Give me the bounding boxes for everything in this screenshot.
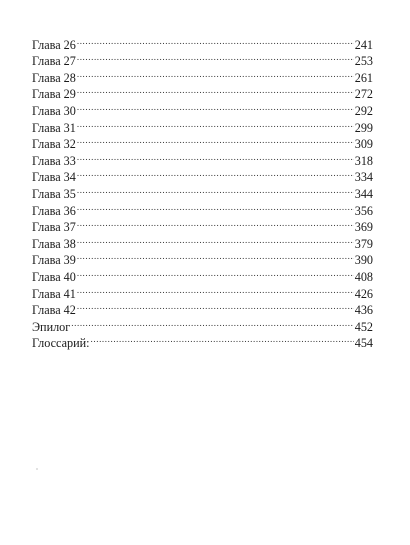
- toc-entry-title: Глава 40: [32, 269, 76, 284]
- toc-entry-title: Глава 26: [32, 37, 76, 52]
- toc-entry-page-number: 344: [354, 186, 373, 201]
- toc-entry-title: Глава 36: [32, 203, 76, 218]
- toc-entry-chapter-38: [32, 231, 373, 251]
- dot-leader: [77, 49, 354, 66]
- dot-leader: [77, 281, 354, 298]
- toc-entry-chapter-31: [32, 115, 373, 135]
- dot-leader: [77, 215, 354, 232]
- dot-leader: [77, 248, 354, 265]
- toc-entry-title: Глава 29: [32, 87, 76, 102]
- toc-entry-chapter-32: [32, 132, 373, 152]
- toc-entry-title: Глава 32: [32, 137, 76, 152]
- toc-entry-chapter-37: [32, 215, 373, 235]
- toc-entry-page-number: 369: [354, 220, 373, 235]
- toc-entry-page-number: 452: [354, 319, 373, 334]
- toc-entry-page-number: 261: [354, 70, 373, 85]
- toc-entry-page-number: 379: [354, 236, 373, 251]
- toc-entry-title: Глава 31: [32, 120, 76, 135]
- toc-entry-chapter-36: [32, 198, 373, 218]
- toc-entry-title: Глава 27: [32, 54, 76, 69]
- toc-entry-page-number: 436: [354, 303, 373, 318]
- toc-entry-title: Эпилог: [32, 319, 71, 334]
- toc-entry-page-number: 253: [354, 54, 373, 69]
- toc-entry-chapter-35: [32, 181, 373, 201]
- toc-entry-title: Глава 34: [32, 170, 76, 185]
- toc-entry-page-number: 309: [354, 137, 373, 152]
- dot-leader: [77, 148, 354, 165]
- toc-entry-chapter-26: [32, 32, 373, 52]
- toc-entry-chapter-34: [32, 165, 373, 185]
- dot-leader: [77, 165, 354, 182]
- dot-leader: [77, 264, 354, 281]
- toc-entry-page-number: 272: [354, 87, 373, 102]
- toc-entry-page-number: 356: [354, 203, 373, 218]
- toc-entry-title: Глава 28: [32, 70, 76, 85]
- dot-leader: [77, 98, 354, 115]
- dot-leader: [77, 65, 354, 82]
- toc-entry-chapter-42: [32, 298, 373, 318]
- toc-entry-epilogue: [32, 314, 373, 334]
- dot-leader: [77, 231, 354, 248]
- toc-entry-chapter-27: [32, 49, 373, 69]
- dot-leader: [77, 32, 354, 49]
- dot-leader: [71, 314, 353, 331]
- dot-leader: [77, 115, 354, 132]
- toc-entry-page-number: 408: [354, 269, 373, 284]
- toc-entry-page-number: 390: [354, 253, 373, 268]
- dot-leader: [77, 132, 354, 149]
- toc-entry-page-number: 241: [354, 37, 373, 52]
- toc-entry-glossary: [32, 331, 373, 351]
- toc-entry-page-number: 292: [354, 103, 373, 118]
- toc-entry-title: Глава 39: [32, 253, 76, 268]
- toc-entry-title: Глава 33: [32, 153, 76, 168]
- toc-entry-chapter-29: [32, 82, 373, 102]
- toc-entry-title: Глава 35: [32, 186, 76, 201]
- toc-entry-chapter-30: [32, 98, 373, 118]
- dot-leader: [77, 198, 354, 215]
- toc-entry-chapter-33: [32, 148, 373, 168]
- toc-entry-page-number: 318: [354, 153, 373, 168]
- dot-leader: [77, 181, 354, 198]
- dot-leader: [91, 331, 354, 348]
- toc-entry-title: Глава 42: [32, 303, 76, 318]
- toc-entry-title: Глава 41: [32, 286, 76, 301]
- toc-entry-title: Глава 30: [32, 103, 76, 118]
- toc-entry-chapter-39: [32, 248, 373, 268]
- toc-entry-page-number: 426: [354, 286, 373, 301]
- dot-leader: [77, 82, 354, 99]
- toc-entry-title: Глава 38: [32, 236, 76, 251]
- toc-entry-page-number: 334: [354, 170, 373, 185]
- table-of-contents: [32, 32, 373, 351]
- toc-entry-page-number: 454: [354, 336, 373, 351]
- toc-entry-title: Глоссарий:: [32, 336, 90, 351]
- toc-entry-chapter-40: [32, 264, 373, 284]
- toc-entry-chapter-28: [32, 65, 373, 85]
- paper-speck: [36, 468, 38, 470]
- dot-leader: [77, 298, 354, 315]
- toc-entry-page-number: 299: [354, 120, 373, 135]
- toc-entry-title: Глава 37: [32, 220, 76, 235]
- toc-entry-chapter-41: [32, 281, 373, 301]
